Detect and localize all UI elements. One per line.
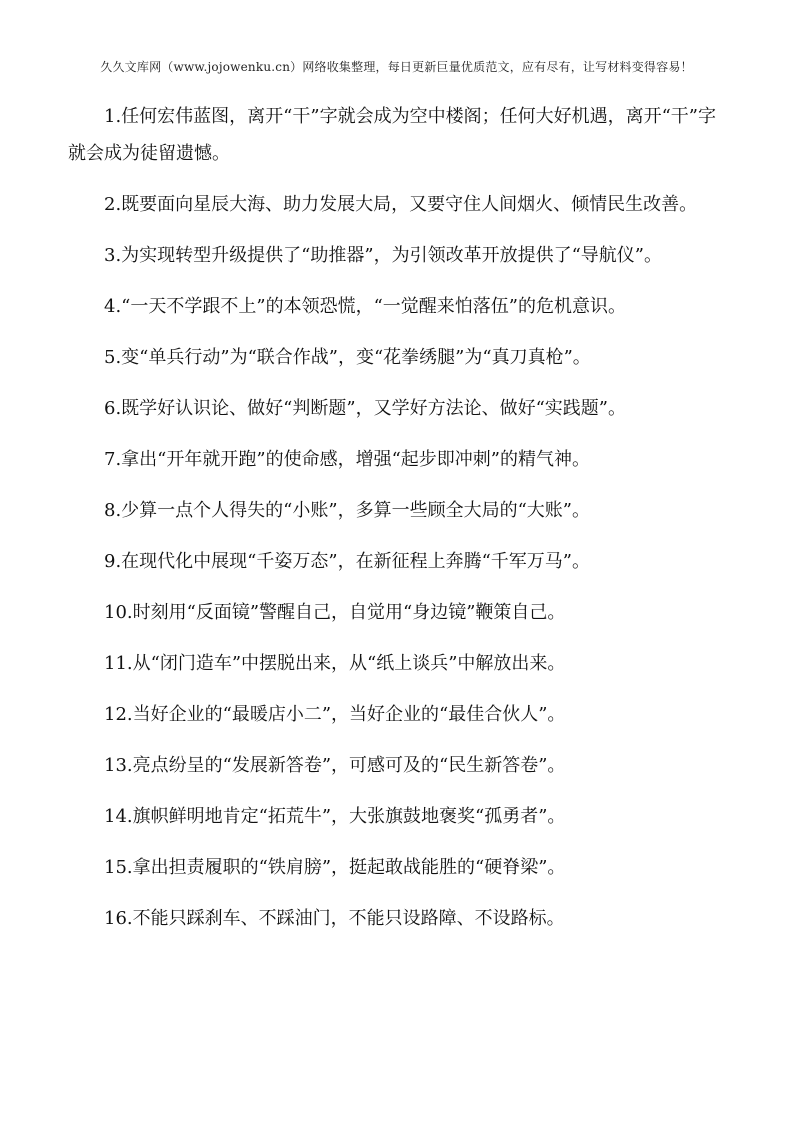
paragraph-1: 1.任何宏伟蓝图，离开“干”字就会成为空中楼阁；任何大好机遇，离开“干”字就会成为徒留遗憾。	[68, 106, 716, 164]
paragraph-5: 5.变“单兵行动”为“联合作战”，变“花拳绣腿”为“真刀真枪”。	[104, 347, 591, 368]
paragraph-14: 14.旗帜鲜明地肯定“拓荒牛”，大张旗鼓地褒奖“孤勇者”。	[104, 806, 566, 827]
document-body	[68, 98, 724, 951]
paragraph-9: 9.在现代化中展现“千姿万态”，在新征程上奔腾“千军万马”。	[104, 551, 590, 572]
paragraph-15: 15.拿出担责履职的“铁肩膀”，挺起敢战能胜的“硬脊梁”。	[104, 857, 566, 878]
paragraph-8: 8.少算一点个人得失的“小账”，多算一些顾全大局的“大账”。	[104, 500, 590, 521]
paragraph-4: 4.“一天不学跟不上”的本领恐慌，“一觉醒来怕落伍”的危机意识。	[104, 296, 626, 317]
paragraph-7: 7.拿出“开年就开跑”的使命感，增强“起步即冲刺”的精气神。	[104, 449, 590, 470]
paragraph-13: 13.亮点纷呈的“发展新答卷”，可感可及的“民生新答卷”。	[104, 755, 566, 776]
page-header-banner: 久久文库网（www.jojowenku.cn）网络收集整理，每日更新巨量优质范文，应有尽有，让写材料变得容易！	[100, 60, 693, 74]
paragraph-12: 12.当好企业的“最暖店小二”，当好企业的“最佳合伙人”。	[104, 704, 566, 725]
paragraph-10: 10.时刻用“反面镜”警醒自己，自觉用“身边镜”鞭策自己。	[104, 602, 566, 623]
paragraph-11: 11.从“闭门造车”中摆脱出来，从“纸上谈兵”中解放出来。	[104, 653, 566, 674]
paragraph-2: 2.既要面向星辰大海、助力发展大局，又要守住人间烟火、倾情民生改善。	[104, 194, 698, 215]
paragraph-16: 16.不能只踩刹车、不踩油门，不能只设路障、不设路标。	[104, 908, 565, 929]
paragraph-3: 3.为实现转型升级提供了“助推器”，为引领改革开放提供了“导航仪”。	[104, 245, 662, 266]
paragraph-6: 6.既学好认识论、做好“判断题”，又学好方法论、做好“实践题”。	[104, 398, 626, 419]
